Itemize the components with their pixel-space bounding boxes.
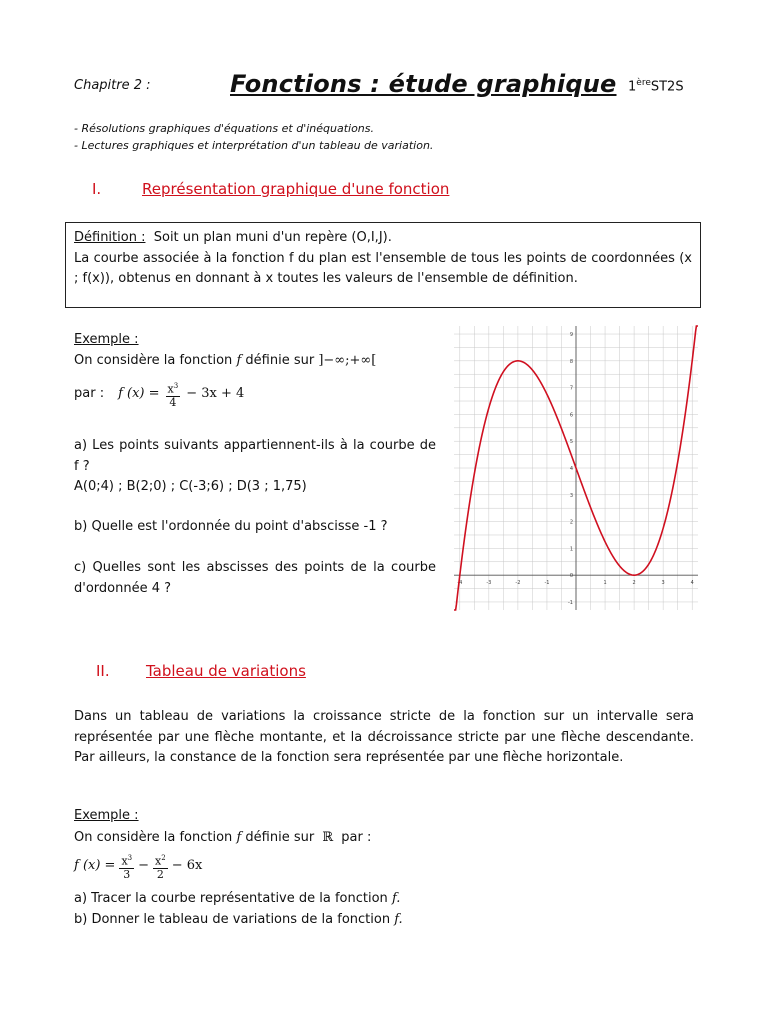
example-1-points: A(0;4) ; B(2;0) ; C(-3;6) ; D(3 ; 1,75) xyxy=(74,479,307,494)
example-1-label xyxy=(74,330,139,351)
definition-label: Définition : xyxy=(74,230,146,245)
example-1-intro-text: On considère la fonction xyxy=(74,353,233,368)
example-1-frac-den: 4 xyxy=(169,395,177,409)
example-2-minus: − xyxy=(138,858,150,874)
definition-body: La courbe associée à la fonction f du plan est l'ensemble de tous les points de coordonnées (x ; f(x)), obtenus en donnant à x toutes les valeurs de l'ensemble de définition. xyxy=(74,250,692,286)
example-2-t2-num: x xyxy=(155,854,162,868)
example-2-t1-num: x xyxy=(121,854,128,868)
y-tick-label: 0 xyxy=(569,573,573,580)
x-tick-label: 4 xyxy=(690,580,694,587)
section-1-title: Représentation graphique d'une fonction xyxy=(142,180,450,198)
section-2-heading xyxy=(96,662,306,680)
example-2-fraction-2 xyxy=(153,852,168,881)
example-2-defined-on: définie sur xyxy=(245,830,315,845)
y-tick-label: 6 xyxy=(569,412,573,419)
section-1-number: I. xyxy=(92,180,102,198)
x-tick-label: 2 xyxy=(632,580,636,587)
example-1-label-text: Exemple : xyxy=(74,332,139,347)
function-graph xyxy=(448,322,704,614)
section-1-heading xyxy=(92,180,449,198)
example-2-fname: f xyxy=(236,830,242,845)
example-2-qb-f: f. xyxy=(394,912,403,927)
example-2-formula xyxy=(74,852,202,881)
level-rest: ST2S xyxy=(650,79,684,95)
example-2-t2-exp: 2 xyxy=(161,854,166,862)
example-1-par: par : xyxy=(74,386,105,402)
example-1-frac-num: x xyxy=(167,382,174,396)
example-2-question-b xyxy=(74,910,403,931)
section-2-title: Tableau de variations xyxy=(146,662,306,680)
x-tick-label: -3 xyxy=(486,580,492,587)
example-2-qa-f: f. xyxy=(391,891,401,906)
example-2-qa-text: a) Tracer la courbe représentative de la fonction xyxy=(74,891,388,906)
objective-2: - Lectures graphiques et interprétation d'un tableau de variation. xyxy=(74,139,434,152)
example-1-formula xyxy=(74,380,244,409)
level-base: 1 xyxy=(628,79,637,95)
example-2-question-a xyxy=(74,889,400,910)
y-tick-label: 1 xyxy=(569,546,573,553)
x-tick-label: -2 xyxy=(515,580,521,587)
example-1-fname: f xyxy=(236,353,242,368)
example-1-rest: − 3x + 4 xyxy=(186,386,245,402)
y-tick-label: 3 xyxy=(569,492,573,499)
example-1-fraction xyxy=(166,380,181,409)
x-tick-label: 1 xyxy=(603,580,607,587)
definition-line1: Soit un plan muni d'un repère (O,I,J). xyxy=(153,230,392,245)
page-title: Fonctions : étude graphique xyxy=(230,70,617,98)
x-tick-label: -1 xyxy=(544,580,550,587)
y-tick-label: 4 xyxy=(569,466,573,472)
objective-1: - Résolutions graphiques d'équations et d'inéquations. xyxy=(74,122,375,135)
y-tick-label: 8 xyxy=(569,358,573,365)
y-tick-label: 5 xyxy=(569,439,573,446)
example-1-question-a: a) Les points suivants appartiennent-ils à la courbe de f ? xyxy=(74,438,436,474)
example-2-domain: ℝ xyxy=(322,830,334,845)
example-2-par: par : xyxy=(341,830,372,845)
example-2-intro-text: On considère la fonction xyxy=(74,830,233,845)
example-1-interval: ]−∞;+∞[ xyxy=(318,353,377,368)
x-tick-label: -4 xyxy=(457,580,463,587)
chapter-label: Chapitre 2 : xyxy=(74,78,151,93)
y-tick-label: 2 xyxy=(569,519,573,526)
example-2-t1-den: 3 xyxy=(123,867,131,881)
example-2-label xyxy=(74,806,139,827)
example-2-rest: − 6x xyxy=(171,858,203,874)
section-2-number: II. xyxy=(96,662,110,680)
example-2-qb-text: b) Donner le tableau de variations de la fonction xyxy=(74,912,391,927)
example-2-t2-den: 2 xyxy=(156,867,164,881)
class-level xyxy=(628,78,684,94)
example-2-fx: f (x) = xyxy=(74,858,116,874)
level-sup: ère xyxy=(636,78,651,88)
definition-box xyxy=(65,222,701,308)
section-2-paragraph: Dans un tableau de variations la croissance stricte de la fonction sur un intervalle sera représentée par une flèche montante, et la décroissance stricte par une flèche descendante. Par ailleurs, la constance de la fonction sera représentée par une flèche horizontale. xyxy=(74,709,694,765)
y-tick-label: 7 xyxy=(569,385,573,392)
y-tick-label: 9 xyxy=(569,332,573,339)
example-2-label-text: Exemple : xyxy=(74,808,139,823)
example-2-fraction-1 xyxy=(119,852,134,881)
example-1-question-b: b) Quelle est l'ordonnée du point d'abscisse -1 ? xyxy=(74,519,388,534)
example-1-defined-on: définie sur xyxy=(245,353,315,368)
x-tick-label: 3 xyxy=(661,580,665,587)
example-1-intro xyxy=(74,351,376,372)
example-1-question-c: c) Quelles sont les abscisses des points de la courbe d'ordonnée 4 ? xyxy=(74,560,436,596)
example-1-frac-exp: 3 xyxy=(173,382,179,390)
example-2-intro xyxy=(74,828,371,849)
y-tick-label: -1 xyxy=(568,599,573,606)
example-2-t1-exp: 3 xyxy=(127,854,133,862)
example-1-fx: f (x) = xyxy=(118,386,160,402)
